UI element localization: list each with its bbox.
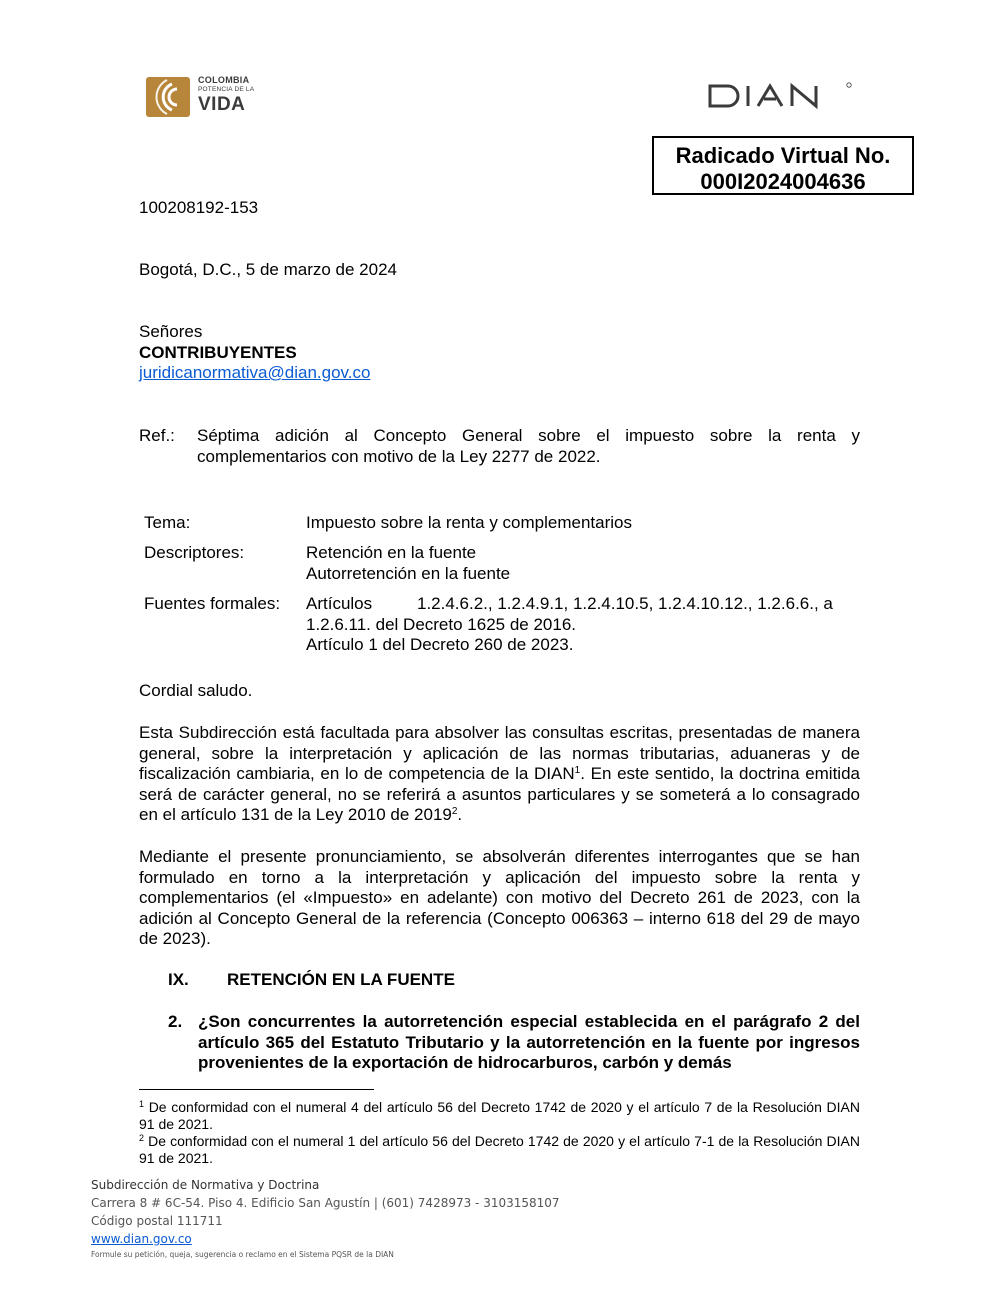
fuentes-articulos-label: Artículos (306, 594, 373, 613)
footnote-separator (139, 1089, 374, 1090)
question-number: 2. (168, 1012, 183, 1031)
fuentes-decreto-260: Artículo 1 del Decreto 260 de 2023. (306, 635, 574, 654)
recipient-block (139, 322, 539, 384)
document-reference-number: 100208192-153 (139, 198, 259, 217)
dian-logo (706, 80, 856, 112)
paragraph-competence (139, 723, 860, 826)
footnote-1-text: De conformidad con el numeral 4 del artículo 56 del Decreto 1742 de 2020 y el artículo 7 de la Resolución DIAN 91 de 2021. (139, 1099, 860, 1132)
footnote-2-mark: 2 (139, 1133, 145, 1143)
colombia-logo-icon (146, 74, 194, 120)
footnote-2-text: De conformidad con el numeral 1 del artículo 56 del Decreto 1742 de 2020 y el artículo 7-1 de la Resolución DIAN 91 de 2021. (139, 1133, 861, 1166)
logo-line-colombia: COLOMBIA (198, 75, 250, 85)
radicado-label: Radicado Virtual No. (675, 143, 891, 168)
fuentes-articulos-list: 1.2.4.6.2., 1.2.4.9.1, 1.2.4.10.5, 1.2.4.10.12., 1.2.6.6., a (417, 594, 833, 613)
descriptores-label: Descriptores: (144, 543, 245, 562)
ref-text: Séptima adición al Concepto General sobre el impuesto sobre la renta y complementarios con motivo de la Ley 2277 de 2022. (197, 426, 860, 466)
footnote-1-mark: 1 (139, 1099, 145, 1109)
section-title: RETENCIÓN EN LA FUENTE (227, 970, 455, 989)
footnote-1 (139, 1099, 860, 1132)
paragraph-competence-part2: . En este sentido, la doctrina emitida será de carácter general, no se referirá a asuntos particulares y se someterá a lo consagrado en el artículo 131 de la Ley 2010 de 2019 (139, 764, 860, 824)
tema-label: Tema: (144, 513, 191, 532)
document-date: Bogotá, D.C., 5 de marzo de 2024 (139, 260, 397, 279)
logo-line-vida: VIDA (198, 93, 246, 115)
footer-website-link[interactable]: www.dian.gov.co (91, 1232, 192, 1246)
footnote-ref-1: 1 (574, 765, 581, 776)
recipient-email-link[interactable]: juridicanormativa@dian.gov.co (139, 363, 371, 382)
colombia-potencia-vida-logo (146, 74, 266, 120)
descriptores-value-2: Autorretención en la fuente (306, 564, 511, 583)
footer-postal: Código postal 111711 (91, 1214, 223, 1228)
section-number: IX. (168, 970, 189, 989)
question-text: ¿Son concurrentes la autorretención especial establecida en el parágrafo 2 del artículo 365 del Estatuto Tributario y la autorretención en la fuente por ingresos provenientes de la exportación de hidrocarburos, carbón y demás (198, 1012, 860, 1072)
footer-pqsr-note: Formule su petición, queja, sugerencia o reclamo en el Sistema PQSR de la DIAN (91, 1250, 394, 1259)
footer-address: Carrera 8 # 6C-54. Piso 4. Edificio San Agustín | (601) 7428973 - 3103158107 (91, 1196, 560, 1210)
paragraph-competence-part1: Esta Subdirección está facultada para absolver las consultas escritas, presentadas de manera general, sobre la interpretación y aplicación de las normas tributarias, aduaneras y de fiscalización cambiaria, en lo de competencia de la DIAN (139, 723, 860, 783)
recipient-name: CONTRIBUYENTES (139, 342, 297, 362)
footnote-2 (139, 1133, 860, 1166)
paragraph-pronouncement: Mediante el presente pronunciamiento, se absolverán diferentes interrogantes que se han formulado en torno a la interpretación y aplicación del impuesto sobre la renta y complementarios (el «Impuesto» en adelante) con motivo del Decreto 261 de 2023, con la adición al Concepto General de la referencia (Concepto 006363 – interno 618 del 29 de mayo de 2023). (139, 847, 860, 948)
tema-value: Impuesto sobre la renta y complementarios (306, 513, 632, 532)
footnote-ref-2: 2 (451, 806, 458, 817)
logo-line-potencia: POTENCIA DE LA (198, 86, 255, 93)
descriptores-value-1: Retención en la fuente (306, 543, 477, 562)
paragraph-competence-part3: . (457, 805, 463, 824)
fuentes-label: Fuentes formales: (144, 594, 281, 613)
footer-office: Subdirección de Normativa y Doctrina (91, 1178, 320, 1192)
radicado-box (652, 136, 914, 195)
fuentes-decreto-1625: 1.2.6.11. del Decreto 1625 de 2016. (306, 615, 576, 634)
recipient-salutation: Señores (139, 322, 203, 341)
radicado-number: 000I2024004636 (700, 169, 866, 194)
greeting: Cordial saludo. (139, 681, 253, 700)
ref-label: Ref.: (139, 426, 175, 445)
